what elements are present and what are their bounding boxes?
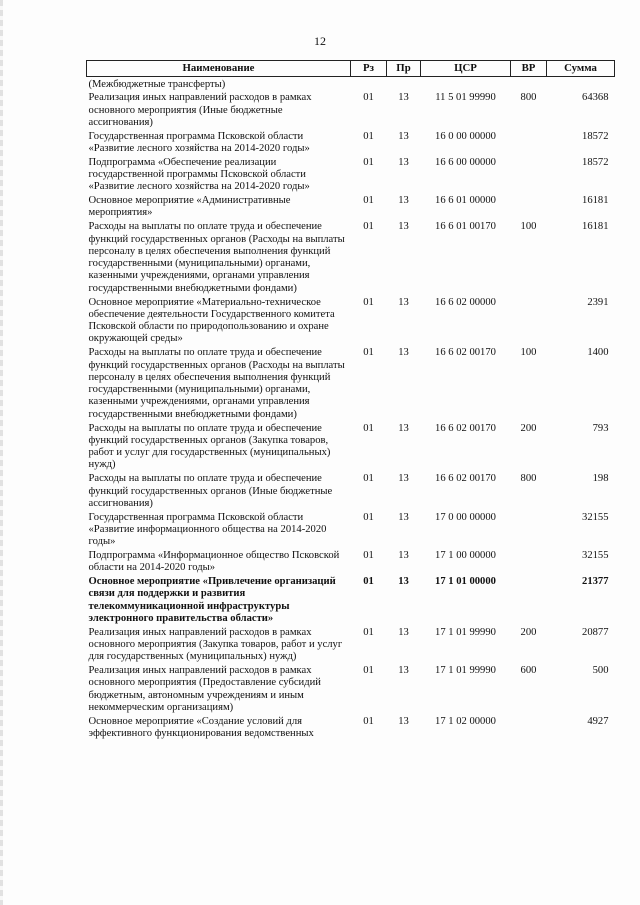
header-rz: Рз (351, 61, 387, 77)
cell-rz (351, 77, 387, 91)
cell-vr: 800 (520, 473, 537, 485)
cell-pr: 13 (398, 92, 409, 104)
cell-sum: 500 (592, 665, 609, 677)
cell-vr: 800 (520, 92, 537, 104)
cell-pr: 13 (398, 221, 409, 233)
cell-sum (547, 77, 615, 91)
table-row (87, 625, 615, 663)
cell-rz: 01 (363, 549, 374, 561)
cell-csr: 17 1 02 00000 (435, 715, 496, 727)
cell-csr: 11 5 01 99990 (435, 92, 496, 104)
cell-rz: 01 (363, 221, 374, 233)
table-row (87, 664, 615, 715)
cell-csr: 16 6 00 00000 (435, 156, 496, 168)
cell-vr: 600 (520, 665, 537, 677)
cell-vr (511, 510, 547, 548)
cell-pr (387, 77, 421, 91)
table-row (87, 472, 615, 510)
cell-pr: 13 (398, 422, 409, 434)
table-row (87, 575, 615, 626)
cell-csr: 16 6 02 00170 (435, 473, 496, 485)
cell-name: Основное мероприятие «Административные мероприятия» (88, 195, 291, 219)
cell-vr (511, 714, 547, 740)
cell-rz: 01 (363, 130, 374, 142)
cell-name: Основное мероприятие «Привлечение организаций связи для поддержки и развития телекоммуникационной инфраструктуры электронного правительства области» (88, 576, 336, 624)
header-csr: ЦСР (421, 61, 511, 77)
budget-table (86, 60, 615, 740)
cell-csr (421, 77, 511, 91)
cell-pr: 13 (398, 549, 409, 561)
cell-pr: 13 (398, 296, 409, 308)
cell-rz: 01 (363, 511, 374, 523)
cell-rz: 01 (363, 715, 374, 727)
table-row (87, 346, 615, 421)
cell-csr: 17 1 00 00000 (435, 549, 496, 561)
header-name: Наименование (87, 61, 351, 77)
table-row (87, 194, 615, 220)
table-row (87, 295, 615, 346)
cell-sum: 1400 (587, 347, 609, 359)
table-header (87, 61, 615, 77)
cell-vr (511, 194, 547, 220)
scan-edge (0, 0, 3, 905)
cell-csr: 17 1 01 00000 (435, 576, 496, 588)
cell-vr (511, 155, 547, 193)
cell-pr: 13 (398, 473, 409, 485)
cell-rz: 01 (363, 195, 374, 207)
cell-name: Основное мероприятие «Создание условий для эффективного функционирования ведомственных (88, 715, 314, 740)
cell-name: Государственная программа Псковской области «Развитие информационного общества на 2014-2020 годы» (88, 511, 327, 548)
cell-rz: 01 (363, 665, 374, 677)
cell-pr: 13 (398, 195, 409, 207)
table-body (87, 77, 615, 741)
cell-name: Государственная программа Псковской области «Развитие лесного хозяйства на 2014-2020 годы» (88, 130, 310, 154)
cell-pr: 13 (398, 715, 409, 727)
cell-sum: 16181 (582, 221, 609, 233)
cell-vr: 200 (520, 422, 537, 434)
cell-rz: 01 (363, 422, 374, 434)
cell-vr (511, 548, 547, 574)
cell-name: Расходы на выплаты по оплате труда и обеспечение функций государственных органов (Расходы на выплаты персоналу в целях обеспечения выполнения функций государственными (муниципальными) органами, казенными учреждениями, органами управления государственными внебюджетными фондами) (88, 221, 345, 294)
cell-pr: 13 (398, 511, 409, 523)
cell-csr: 17 0 00 00000 (435, 511, 496, 523)
cell-rz: 01 (363, 296, 374, 308)
cell-name: Реализация иных направлений расходов в рамках основного мероприятия (Иные бюджетные ассигнования) (88, 92, 312, 128)
header-sum: Сумма (547, 61, 615, 77)
cell-csr: 16 0 00 00000 (435, 130, 496, 142)
cell-sum: 32155 (582, 549, 609, 561)
cell-rz: 01 (363, 626, 374, 638)
cell-sum: 16181 (582, 195, 609, 207)
cell-vr: 100 (520, 347, 537, 359)
table-row (87, 91, 615, 129)
cell-pr: 13 (398, 576, 409, 588)
cell-sum: 793 (592, 422, 609, 434)
table-row (87, 421, 615, 472)
cell-name: Реализация иных направлений расходов в рамках основного мероприятия (Предоставление субсидий бюджетным, автономным учреждениям и иным некоммерческим организациям) (88, 665, 321, 714)
cell-csr: 16 6 01 00000 (435, 195, 496, 207)
cell-sum: 2391 (587, 296, 609, 308)
cell-rz: 01 (363, 347, 374, 359)
table-row (87, 714, 615, 740)
table-row (87, 548, 615, 574)
cell-name: Подпрограмма «Обеспечение реализации государственной программы Псковской области «Развитие лесного хозяйства на 2014-2020 годы» (88, 156, 310, 193)
cell-name: Расходы на выплаты по оплате труда и обеспечение функций государственных органов (Расходы на выплаты персоналу в целях обеспечения выполнения функций государственными (муниципальными) органами, казенными учреждениями, органами управления государственными внебюджетными фондами) (88, 347, 345, 420)
table-row (87, 155, 615, 193)
page-number: 12 (314, 34, 326, 48)
cell-vr (511, 295, 547, 346)
table-row (87, 129, 615, 155)
cell-rz: 01 (363, 156, 374, 168)
cell-name: Расходы на выплаты по оплате труда и обеспечение функций государственных органов (Закупка товаров, работ и услуг для государственных (муниципальных) нужд) (88, 422, 331, 471)
cell-rz: 01 (363, 92, 374, 104)
cell-pr: 13 (398, 156, 409, 168)
cell-sum: 18572 (582, 156, 609, 168)
cell-sum: 20877 (582, 626, 609, 638)
cell-vr: 100 (520, 221, 537, 233)
cell-sum: 198 (592, 473, 609, 485)
cell-vr (511, 129, 547, 155)
cell-sum: 64368 (582, 92, 609, 104)
header-vr: ВР (511, 61, 547, 77)
cell-sum: 32155 (582, 511, 609, 523)
table-row (87, 510, 615, 548)
cell-name: Основное мероприятие «Материально-техническое обеспечение деятельности Государственного комитета Псковской области по природопользованию и охране окружающей среды» (88, 296, 335, 345)
cell-vr: 200 (520, 626, 537, 638)
cell-csr: 17 1 01 99990 (435, 626, 496, 638)
cell-rz: 01 (363, 576, 374, 588)
table-row (87, 77, 615, 91)
cell-sum: 4927 (587, 715, 609, 727)
cell-name: (Межбюджетные трансферты) (88, 78, 226, 90)
cell-csr: 16 6 02 00000 (435, 296, 496, 308)
cell-csr: 16 6 02 00170 (435, 347, 496, 359)
cell-sum: 18572 (582, 130, 609, 142)
cell-pr: 13 (398, 130, 409, 142)
cell-pr: 13 (398, 626, 409, 638)
cell-pr: 13 (398, 665, 409, 677)
cell-rz: 01 (363, 473, 374, 485)
cell-csr: 16 6 01 00170 (435, 221, 496, 233)
cell-name: Подпрограмма «Информационное общество Псковской области на 2014-2020 годы» (88, 549, 340, 574)
cell-vr (511, 77, 547, 91)
cell-pr: 13 (398, 347, 409, 359)
cell-csr: 17 1 01 99990 (435, 665, 496, 677)
header-pr: Пр (387, 61, 421, 77)
cell-name: Реализация иных направлений расходов в рамках основного мероприятия (Закупка товаров, работ и услуг для государственных (муниципальных) нужд) (88, 626, 343, 663)
cell-csr: 16 6 02 00170 (435, 422, 496, 434)
table-row (87, 220, 615, 295)
cell-name: Расходы на выплаты по оплате труда и обеспечение функций государственных органов (Иные бюджетные ассигнования) (88, 473, 333, 509)
cell-vr (511, 575, 547, 626)
cell-sum: 21377 (582, 576, 609, 588)
